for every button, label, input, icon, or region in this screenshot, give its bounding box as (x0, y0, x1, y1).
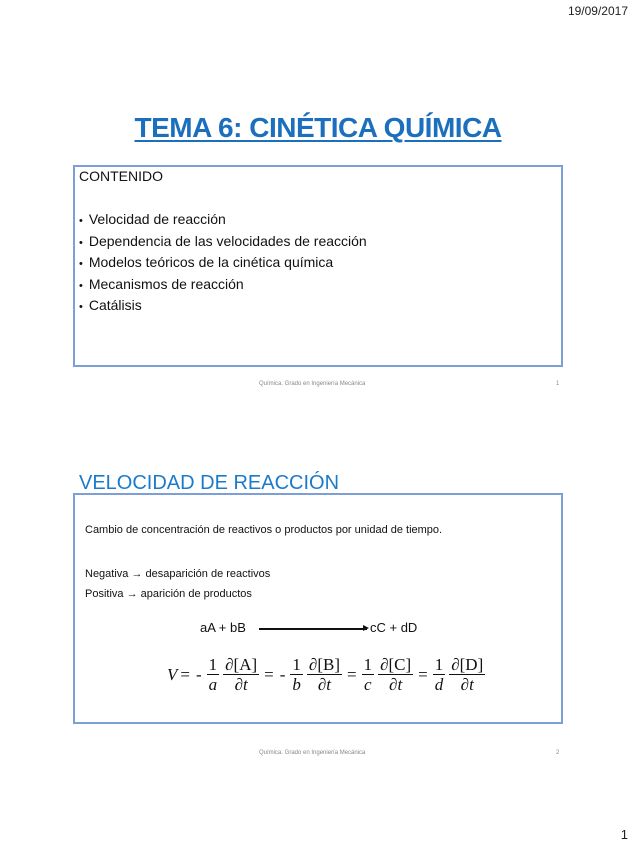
products: cC + dD (370, 620, 418, 635)
equals-sign: = (346, 664, 357, 684)
coefficient-fraction (207, 655, 220, 694)
slide-2-footer: Química. Grado en Ingeniería Mecánica (259, 750, 366, 756)
numerator: 1 (434, 655, 444, 674)
denominator: a (208, 675, 218, 694)
coefficient-fraction (290, 655, 303, 694)
equals-sign: = (180, 664, 190, 684)
list-item: • Velocidad de reacción (79, 209, 367, 231)
denominator: c (364, 675, 372, 694)
positive-text: Positiva → aparición de productos (85, 588, 252, 600)
denominator: b (292, 675, 301, 694)
velocity-box (73, 493, 563, 724)
numerator: ∂[B] (308, 655, 340, 674)
numerator: 1 (363, 655, 373, 674)
contents-list (79, 209, 367, 317)
slide-2-number: 2 (556, 750, 560, 756)
denominator: ∂t (234, 675, 248, 694)
date-header: 19/09/2017 (567, 4, 628, 18)
slide-1-footer: Química. Grado en Ingeniería Mecánica (259, 381, 366, 387)
numerator: ∂[C] (380, 655, 412, 674)
list-item: • Catálisis (79, 295, 367, 317)
derivative-fraction (307, 655, 342, 694)
rate-equation (167, 655, 487, 694)
derivative-fraction (449, 655, 485, 694)
list-item: • Mecanismos de reacción (79, 274, 367, 296)
denominator: ∂t (389, 675, 403, 694)
slide-1-title (0, 112, 636, 144)
slide-1-title-text: TEMA 6: CINÉTICA QUÍMICA (134, 112, 502, 143)
rate-symbol: V (167, 664, 178, 684)
numerator: 1 (208, 655, 218, 674)
numerator: ∂[D] (451, 655, 484, 674)
derivative-fraction (223, 655, 259, 694)
document-page-number: 1 (620, 827, 628, 842)
coefficient-fraction (433, 655, 446, 694)
equals-sign: = (264, 664, 274, 684)
slide-2-title: VELOCIDAD DE REACCIÓN (79, 472, 340, 494)
reaction-arrow-icon (259, 628, 367, 630)
contents-box (73, 165, 563, 367)
term-sign: - (195, 664, 202, 684)
numerator: ∂[A] (225, 655, 258, 674)
negative-text: Negativa → desaparición de reactivos (85, 568, 271, 580)
slide-1-number: 1 (556, 381, 560, 387)
derivative-fraction (378, 655, 413, 694)
denominator: ∂t (317, 675, 332, 694)
definition-text: Cambio de concentración de reactivos o productos por unidad de tiempo. (85, 524, 443, 536)
term-sign: - (279, 664, 286, 684)
contents-heading: CONTENIDO (79, 168, 163, 184)
denominator: ∂t (460, 675, 474, 694)
reactants: aA + bB (200, 620, 246, 635)
list-item: • Modelos teóricos de la cinética química (79, 252, 367, 274)
list-item: • Dependencia de las velocidades de reacción (79, 231, 367, 253)
numerator: 1 (292, 655, 301, 674)
denominator: d (434, 675, 444, 694)
equals-sign: = (418, 664, 428, 684)
coefficient-fraction (362, 655, 375, 694)
